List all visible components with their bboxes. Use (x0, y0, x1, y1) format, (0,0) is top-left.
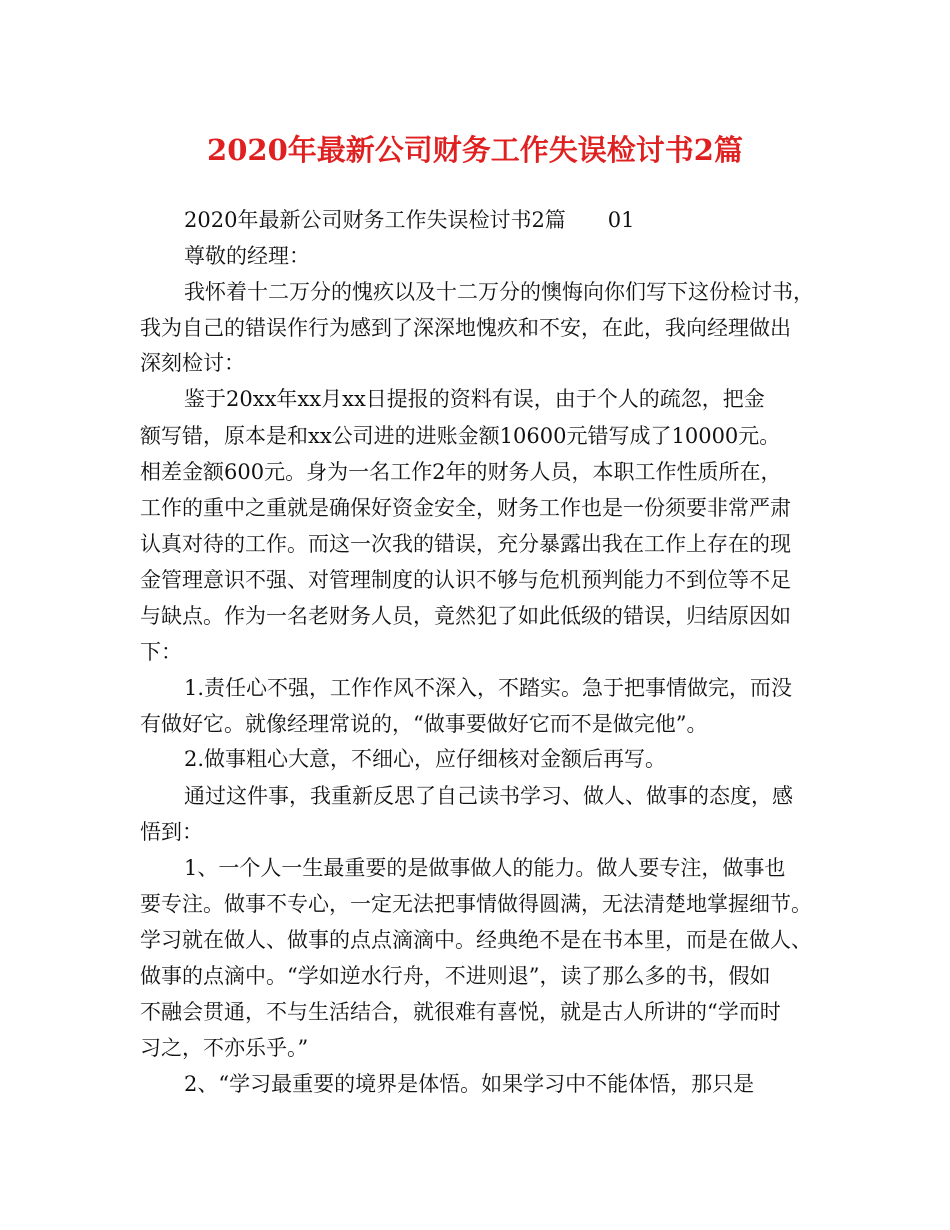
doc-line: 工作的重中之重就是确保好资金安全，财务工作也是一份须要非常严肃 (140, 496, 791, 520)
doc-line: 与缺点。作为一名老财务人员，竟然犯了如此低级的错误，归结原因如 (140, 604, 791, 628)
doc-line: 相差金额600元。身为一名工作2年的财务人员，本职工作性质所在， (140, 460, 782, 484)
doc-line-heading: 2020年最新公司财务工作失误检讨书2篇 01 (184, 208, 635, 232)
doc-line: 2.做事粗心大意，不细心，应仔细核对金额后再写。 (184, 747, 667, 771)
doc-line: 通过这件事，我重新反思了自己读书学习、做人、做事的态度，感 (184, 784, 793, 808)
doc-line: 深刻检讨： (140, 351, 245, 375)
doc-line-salutation: 尊敬的经理： (184, 244, 310, 268)
doc-line: 下： (140, 640, 182, 664)
doc-line: 我为自己的错误作行为感到了深深地愧疚和不安，在此，我向经理做出 (140, 316, 791, 340)
doc-line: 鉴于20xx年xx月xx日提报的资料有误，由于个人的疏忽，把金 (184, 387, 765, 411)
doc-line: 习之，不亦乐乎。” (140, 1036, 309, 1060)
doc-line: 有做好它。就像经理常说的，“做事要做好它而不是做完他”。 (140, 712, 708, 736)
doc-line: 2、“学习最重要的境界是体悟。如果学习中不能体悟，那只是 (184, 1072, 755, 1096)
doc-line: 悟到： (140, 820, 203, 844)
doc-line: 1.责任心不强，工作作风不深入，不踏实。急于把事情做完，而没 (184, 676, 793, 700)
doc-line: 做事的点滴中。“学如逆水行舟，不进则退”，读了那么多的书，假如 (140, 964, 771, 988)
doc-line: 额写错，原本是和xx公司进的进账金额10600元错写成了10000元。 (140, 424, 781, 448)
doc-line: 不融会贯通，不与生活结合，就很难有喜悦，就是古人所讲的“学而时 (140, 1000, 781, 1024)
doc-line: 金管理意识不强、对管理制度的认识不够与危机预判能力不到位等不足 (140, 568, 791, 592)
doc-line: 1、一个人一生最重要的是做事做人的能力。做人要专注，做事也 (184, 856, 786, 880)
doc-line: 认真对待的工作。而这一次我的错误，充分暴露出我在工作上存在的现 (140, 532, 791, 556)
document-title: 2020年最新公司财务工作失误检讨书2篇 (207, 133, 743, 167)
doc-line: 学习就在做人、做事的点点滴滴中。经典绝不是在书本里，而是在做人、 (140, 928, 812, 952)
doc-line: 要专注。做事不专心，一定无法把事情做得圆满，无法清楚地掌握细节。 (140, 892, 812, 916)
doc-line: 我怀着十二万分的愧疚以及十二万分的懊悔向你们写下这份检讨书， (184, 280, 814, 304)
